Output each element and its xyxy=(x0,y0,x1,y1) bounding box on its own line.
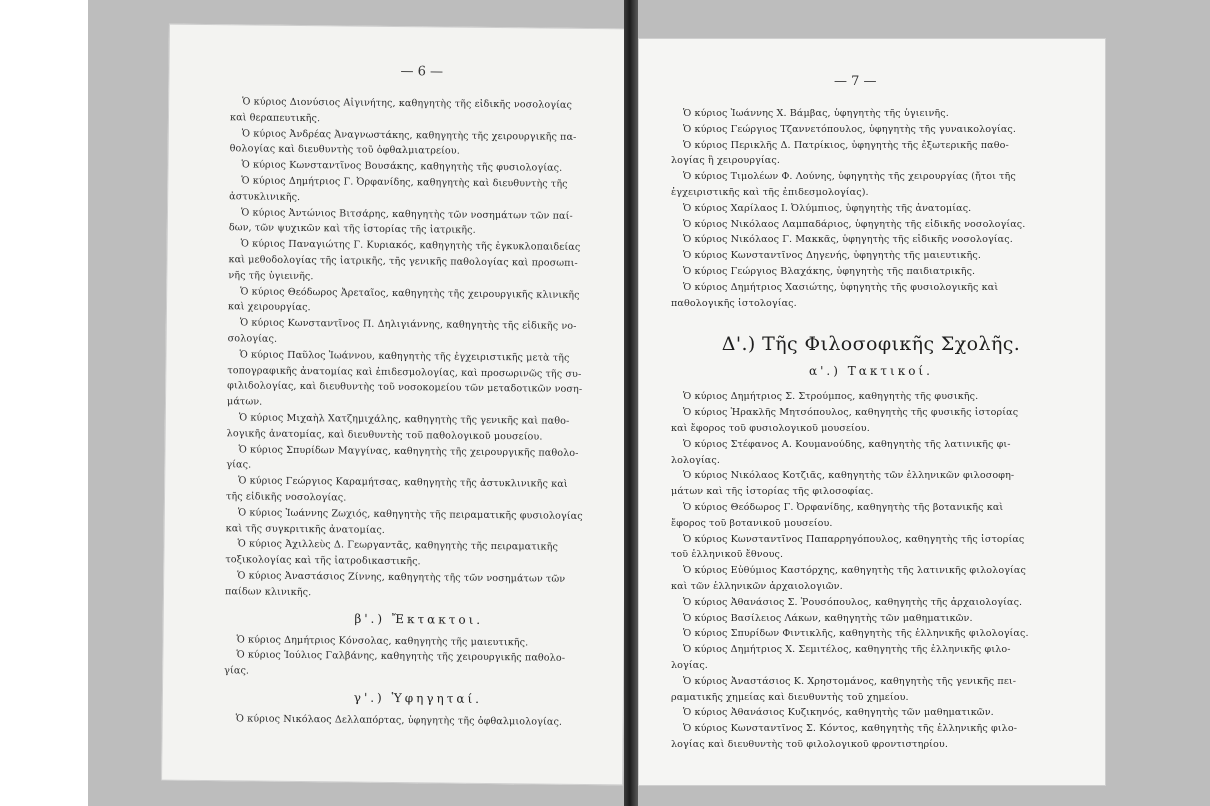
text-line: Ὁ κύριος Νικόλαος Γ. Μακκᾶς, ὑφηγητὴς τῆς εἰδικῆς νοσολογίας. xyxy=(683,234,1013,246)
text-line: καὶ τῶν ἑλληνικῶν ἀρχαιολογιῶν. xyxy=(671,580,843,592)
text-line: γίας. xyxy=(226,459,252,471)
text-line: ραματικῆς χημείας καὶ διευθυντὴς τοῦ χημείου. xyxy=(671,691,909,703)
text-line: Ὁ κύριος Ἀθανάσιος Κυζικηνός, καθηγητὴς τῶν μαθηματικῶν. xyxy=(683,707,994,719)
text-line: λογίας ἢ χειρουργίας. xyxy=(671,155,780,167)
text-line: Ὁ κύριος Σπυρίδων Μαγγίνας, καθηγητὴς τῆς χειρουργικῆς παθολο- xyxy=(238,443,579,459)
text-line: Ὁ κύριος Ἀνδρέας Ἀναγνωστάκης, καθηγητὴς τῆς χειρουργικῆς πα- xyxy=(241,127,577,143)
ordinary-professors-list xyxy=(671,389,1071,752)
text-line: Ὁ κύριος Νικόλαος Κοτζιᾶς, καθηγητὴς τῶν ἑλληνικῶν φιλοσοφη- xyxy=(683,470,1015,482)
text-line: λογικῆς ἀνατομίας, καὶ διευθυντὴς τοῦ παθολογικοῦ μουσείου. xyxy=(226,427,543,443)
left-page xyxy=(161,24,631,786)
text-line: μάτων. xyxy=(226,396,263,408)
text-line: ἐγχειριστικῆς καὶ τῆς ἐπιδεσμολογίας). xyxy=(671,186,869,198)
text-line: Ὁ κύριος Μιχαὴλ Χατζημιχάλης, καθηγητὴς τῆς γενικῆς καὶ παθο- xyxy=(238,412,570,427)
text-line: Ὁ κύριος Γεώργιος Βλαχάκης, ὑφηγητὴς τῆς παιδιατρικῆς. xyxy=(683,265,976,277)
book-gutter xyxy=(624,0,638,806)
text-line: Ὁ κύριος Δημήτριος Σ. Στρούμπος, καθηγητὴς τῆς φυσικῆς. xyxy=(683,391,979,403)
text-line: Ὁ κύριος Κωνσταντῖνος Παπαρρηγόπουλος, καθηγητὴς τῆς ἱστορίας xyxy=(683,533,1025,545)
text-line: Ὁ κύριος Τιμολέων Φ. Λούνης, ὑφηγητὴς τῆς χειρουργίας (ἤτοι τῆς xyxy=(683,171,1016,183)
text-line: καὶ τῆς συγκριτικῆς ἀνατομίας. xyxy=(225,522,386,536)
text-line: Ὁ κύριος Ἀναστάσιος Κ. Χρηστομάνος, καθηγητὴς τῆς γενικῆς πει- xyxy=(683,675,1017,687)
text-line: τοπογραφικῆς ἀνατομίας καὶ ἐπιδεσμολογίας, καὶ προσωρινῶς τῆς συ- xyxy=(227,364,582,380)
text-line: θολογίας καὶ διευθυντὴς τοῦ ὀφθαλμιατρείου. xyxy=(229,143,460,158)
section-heading-extraordinary: β'.) Ἔκτακτοι. xyxy=(354,611,484,627)
text-line: Ὁ κύριος Κωνσταντῖνος Δηγενής, ὑφηγητὴς τῆς μαιευτικῆς. xyxy=(683,250,981,262)
text-line: Ὁ κύριος Κωνσταντῖνος Π. Δηλιγιάννης, καθηγητὴς τῆς εἰδικῆς νο- xyxy=(239,317,577,333)
text-line: Ὁ κύριος Δημήτριος Κόνσολας, καθηγητὴς τῆς μαιευτικῆς. xyxy=(236,633,529,648)
text-line: γίας. xyxy=(224,665,250,677)
text-line: καὶ θεραπευτικῆς. xyxy=(229,112,321,124)
text-line: Ὁ κύριος Γεώργιος Τζαννετόπουλος, ὑφηγητὴς τῆς γυναικολογίας. xyxy=(683,123,1017,135)
text-line: Ὁ κύριος Νικόλαος Δελλαπόρτας, ὑφηγητὴς τῆς ὀφθαλμιολογίας. xyxy=(235,713,563,728)
text-line: Ὁ κύριος Στέφανος Α. Κουμανούδης, καθηγητὴς τῆς λατινικῆς φι- xyxy=(683,438,1011,450)
text-line: καὶ ἔφορος τοῦ φυσιολογικοῦ μουσείου. xyxy=(671,422,870,434)
right-page-text xyxy=(671,106,1071,753)
text-line: Ὁ κύριος Δημήτριος Χ. Σεμιτέλος, καθηγητὴς τῆς ἑλληνικῆς φιλο- xyxy=(683,644,1011,656)
text-line: σολογίας. xyxy=(227,333,278,345)
text-line: λολογίας. xyxy=(671,454,721,466)
text-line: Ὁ κύριος Ἡρακλῆς Μητσόπουλος, καθηγητὴς τῆς φυσικῆς ἱστορίας xyxy=(683,407,1019,419)
text-line: Ὁ κύριος Χαρίλαος Ι. Ὀλύμπιος, ὑφηγητὴς τῆς ἀνατομίας. xyxy=(683,202,972,214)
text-line: τοῦ ἑλληνικοῦ ἔθνους. xyxy=(671,549,784,561)
text-line: ἔφορος τοῦ βοτανικοῦ μουσείου. xyxy=(671,517,833,529)
text-line: Ὁ κύριος Δημήτριος Χασιώτης, ὑφηγητὴς τῆς φυσιολογικῆς καὶ xyxy=(683,281,999,293)
text-line: ἀστυκλινικῆς. xyxy=(229,191,301,203)
text-line: Ὁ κύριος Γεώργιος Καραμήτσας, καθηγητὴς τῆς ἀστυκλινικῆς καὶ xyxy=(238,475,568,490)
page-number-left: — 6 — xyxy=(400,64,444,80)
section-heading-ordinary: α'.) Τακτικοί. xyxy=(809,364,933,379)
left-page-text xyxy=(224,94,619,731)
text-line: τοξικολογίας καὶ τῆς ἰατροδικαστικῆς. xyxy=(225,554,421,568)
text-line: Ὁ κύριος Βασίλειος Λάκων, καθηγητὴς τῶν μαθηματικῶν. xyxy=(683,612,973,624)
text-line: τῆς εἰδικῆς νοσολογίας. xyxy=(225,491,347,504)
text-line: παίδων κλινικῆς. xyxy=(224,585,312,598)
text-line: Ὁ κύριος Ἰούλιος Γαλβάνης, καθηγητὴς τῆς χειρουργικῆς παθολο- xyxy=(236,649,566,665)
text-line: Ὁ κύριος Ἀντώνιος Βιτσάρης, καθηγητὴς τῶν νοσημάτων τῶν παί- xyxy=(240,206,573,222)
text-line: Ὁ κύριος Παναγιώτης Γ. Κυριακός, καθηγητὴς τῆς ἐγκυκλοπαιδείας xyxy=(240,238,581,254)
text-line: Ὁ κύριος Διονύσιος Αἰγινήτης, καθηγητὴς τῆς εἰδικῆς νοσολογίας xyxy=(242,96,573,111)
text-line: Ὁ κύριος Κωνσταντῖνος Σ. Κόντος, καθηγητὴς τῆς ἑλληνικῆς φιλο- xyxy=(683,723,1018,735)
text-line: Ὁ κύριος Ἀχιλλεὺς Δ. Γεωργαντᾶς, καθηγητὴς τῆς πειραματικῆς xyxy=(237,538,559,554)
text-line: Ὁ κύριος Δημήτριος Γ. Ὀρφανίδης, καθηγητὴς καὶ διευθυντὴς τῆς xyxy=(241,175,568,190)
lecturers-list-continued xyxy=(671,106,1071,311)
text-line: Ὁ κύριος Ἀθανάσιος Σ. Ῥουσόπουλος, καθηγητὴς τῆς ἀρχαιολογίας. xyxy=(683,596,1023,608)
section-heading-lecturers: γ'.) Ὑφηγηταί. xyxy=(353,690,483,706)
text-line: νῆς τῆς ὑγιεινῆς. xyxy=(228,270,314,282)
text-line: λογίας καὶ διευθυντὴς τοῦ φιλολογικοῦ φροντιστηρίου. xyxy=(671,738,949,750)
text-line: παθολογικῆς ἱστολογίας. xyxy=(671,297,797,309)
text-line: δων, τῶν ψυχικῶν καὶ τῆς ἱστορίας τῆς ἰατρικῆς. xyxy=(228,222,476,237)
extraordinary-list xyxy=(224,632,612,683)
faculty-heading: Δ'.) Τῆς Φιλοσοφικῆς Σχολῆς. xyxy=(721,333,1021,356)
lecturers-list xyxy=(224,711,612,731)
text-line: φιλιδολογίας, καὶ διευθυντὴς τοῦ νοσοκομείου τῶν μεταδοτικῶν νοση- xyxy=(227,380,583,396)
text-line: Ὁ κύριος Σπυρίδων Φιντικλῆς, καθηγητὴς τῆς ἑλληνικῆς φιλολογίας. xyxy=(683,628,1029,640)
text-line: Ὁ κύριος Παῦλος Ἰωάννου, καθηγητὴς τῆς ἐγχειριστικῆς μετὰ τῆς xyxy=(239,349,570,364)
right-page xyxy=(638,38,1106,786)
text-line: καὶ χειρουργίας. xyxy=(227,301,311,314)
text-line: Ὁ κύριος Περικλῆς Δ. Πατρίκιος, ὑφηγητὴς τῆς ἐξωτερικῆς παθο- xyxy=(683,139,1009,151)
text-line: Ὁ κύριος Ἰωάννης Ζωχιός, καθηγητὴς τῆς πειραματικῆς φυσιολογίας xyxy=(237,507,583,522)
text-line: λογίας. xyxy=(671,659,708,671)
text-line: Ὁ κύριος Κωνσταντῖνος Βουσάκης, καθηγητὴς τῆς φυσιολογίας. xyxy=(241,159,563,174)
text-line: Ὁ κύριος Θεόδωρος Γ. Ὀρφανίδης, καθηγητὴς τῆς βοτανικῆς καὶ xyxy=(683,501,1004,513)
text-line: Ὁ κύριος Εὐθύμιος Καστόρχης, καθηγητὴς τῆς λατινικῆς φιλολογίας xyxy=(683,565,1026,577)
left-faculty-list xyxy=(225,94,618,604)
text-line: Ὁ κύριος Ἀναστάσιος Ζίννης, καθηγητὴς τῆς τῶν νοσημάτων τῶν xyxy=(237,570,566,585)
text-line: Ὁ κύριος Νικόλαος Λαμπαδάριος, ὑφηγητὴς τῆς εἰδικῆς νοσολογίας. xyxy=(683,218,1026,230)
page-number-right: — 7 — xyxy=(834,74,877,89)
text-line: Ὁ κύριος Ἰωάννης Χ. Βάμβας, ὑφηγητὴς τῆς ὑγιεινῆς. xyxy=(683,108,949,119)
text-line: Ὁ κύριος Θεόδωρος Ἀρεταῖος, καθηγητὴς τῆς χειρουργικῆς κλινικῆς xyxy=(240,285,580,301)
text-line: καὶ μεθοδολογίας τῆς ἰατρικῆς, τῆς γενικῆς παθολογίας καὶ προσωπι- xyxy=(228,254,578,269)
text-line: μάτων καὶ τῆς ἱστορίας τῆς φιλοσοφίας. xyxy=(671,486,874,498)
